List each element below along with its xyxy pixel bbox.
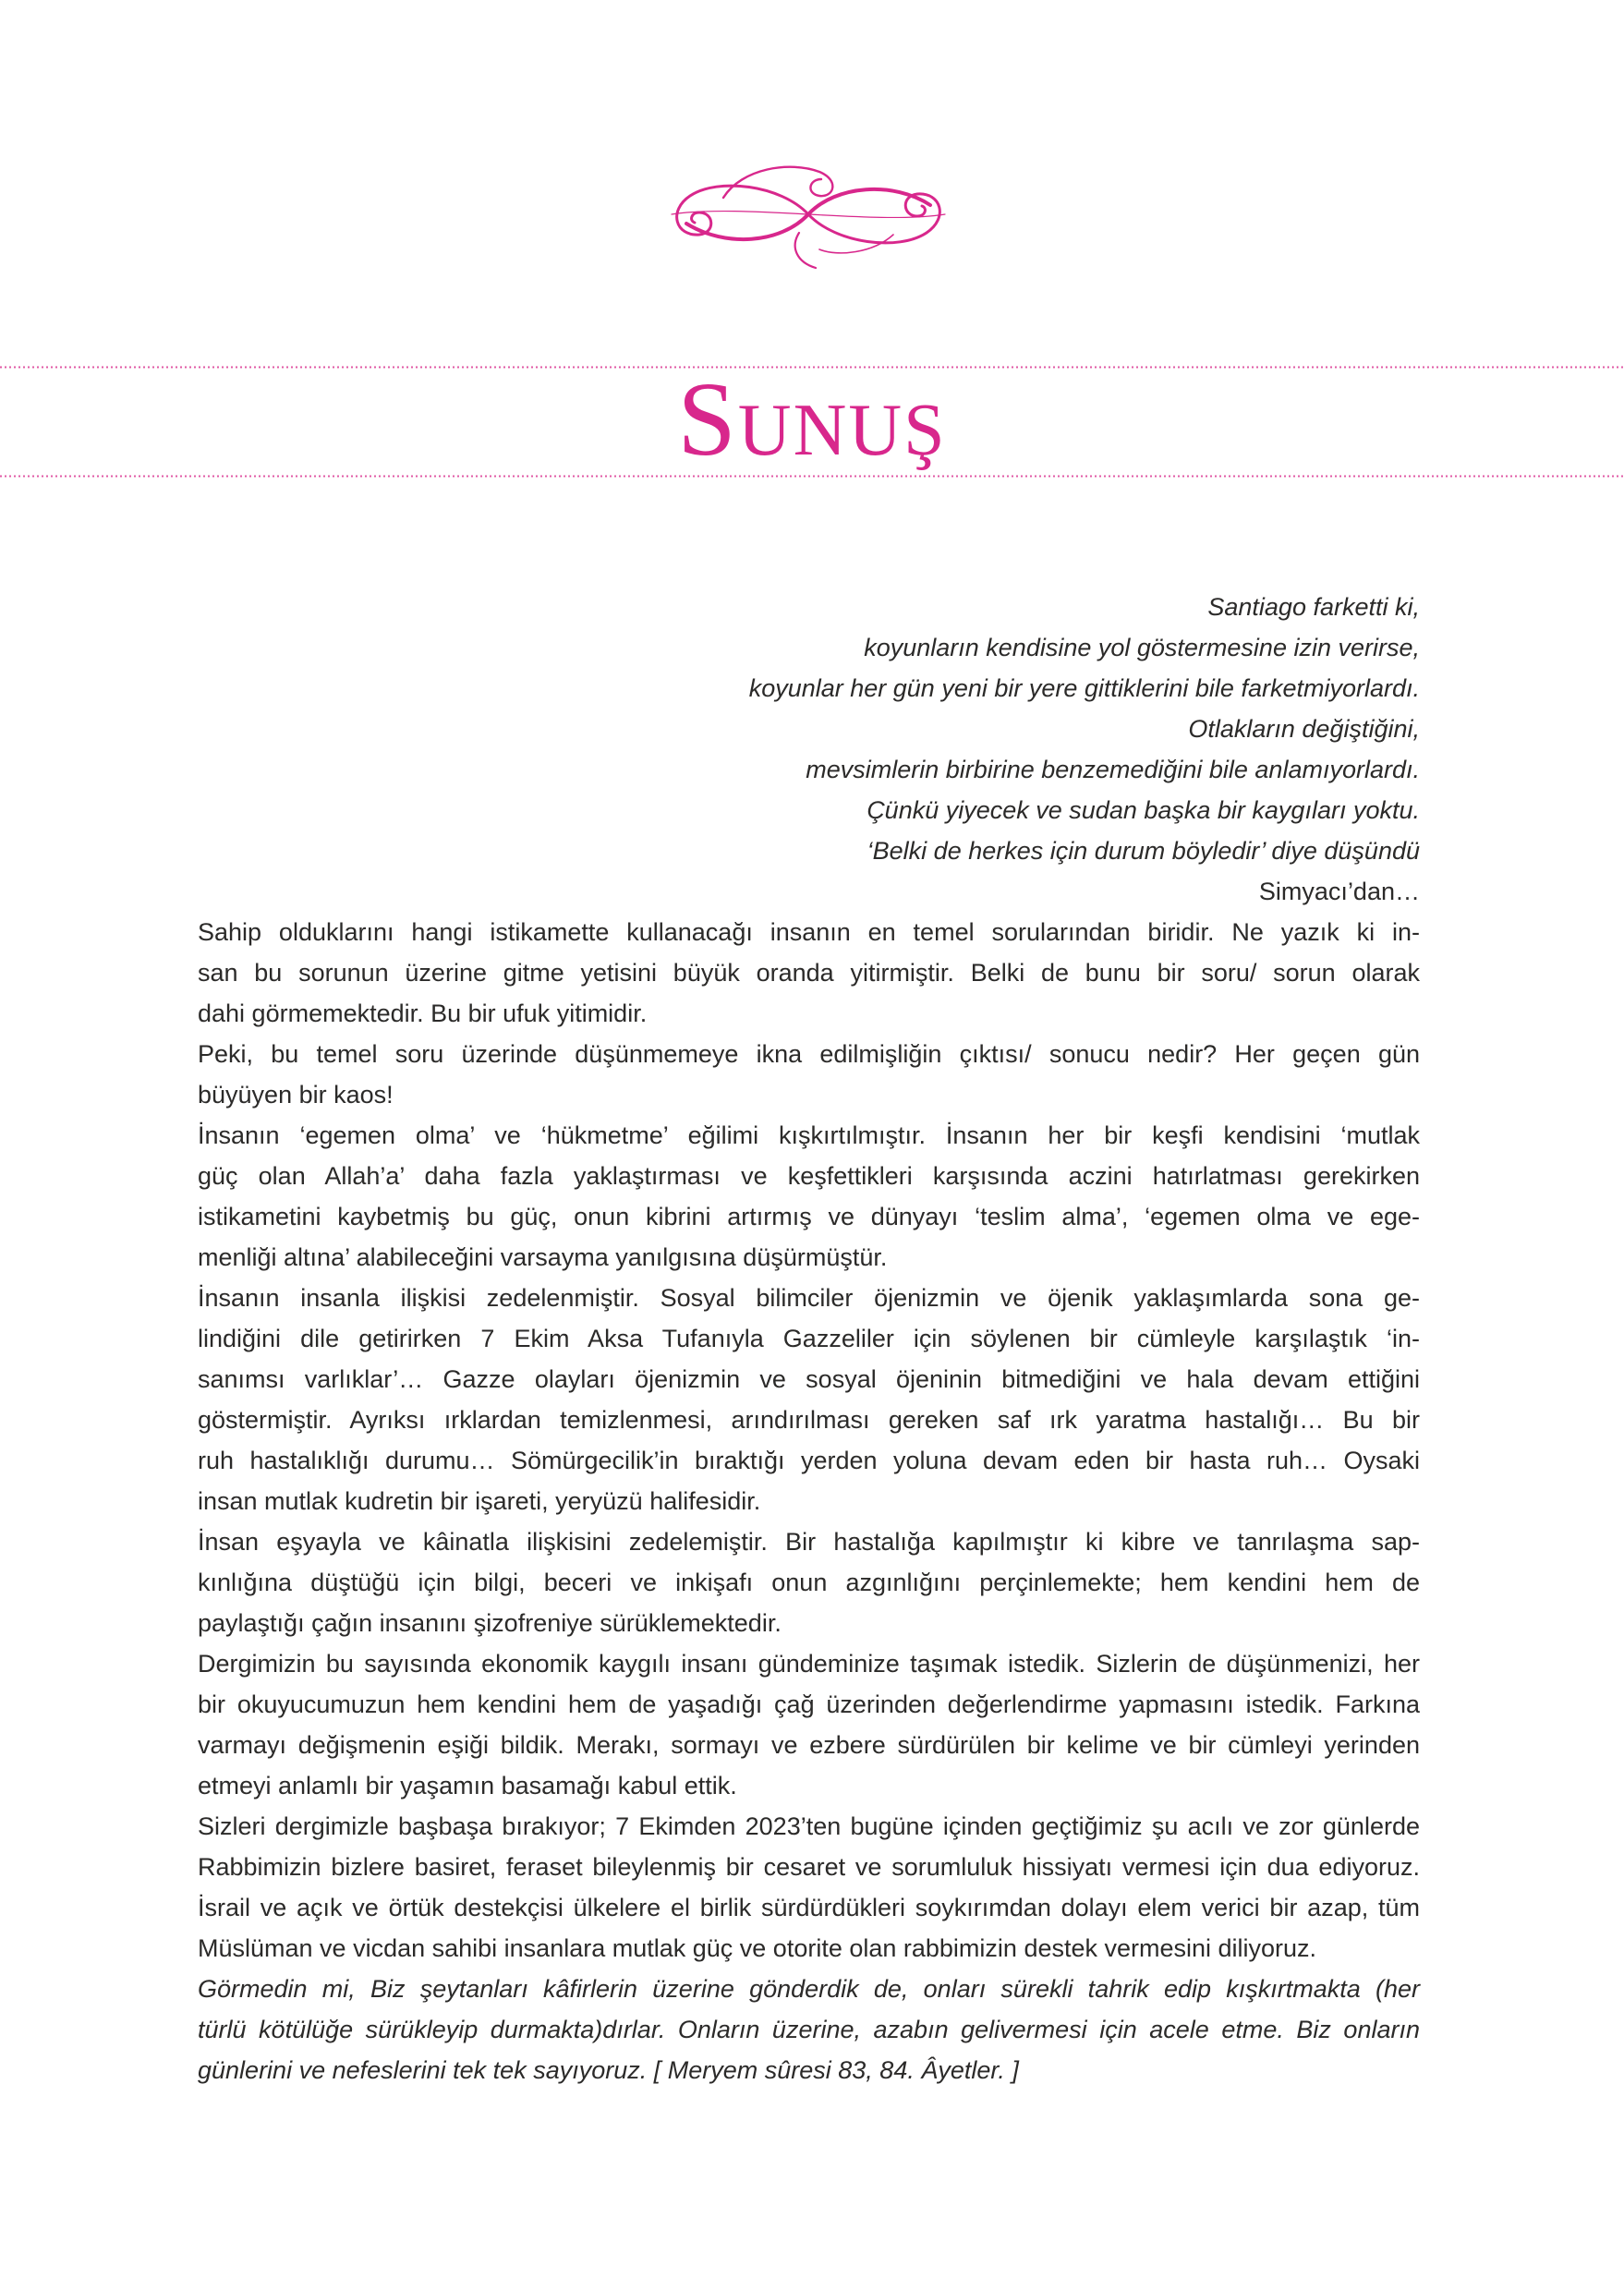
body-line: varmayı değişmenin eşiği bildik. Merakı, sormayı ve ezbere sürdürülen bir kelime ve bir cümleyi yerinden xyxy=(198,1731,1420,1759)
verse-line: günlerini ve nefeslerini tek tek sayıyoruz. [ Meryem sûresi 83, 84. Âyetler. ] xyxy=(198,2056,1019,2084)
body-line: Rabbimizin bizlere basiret, feraset bileylenmiş bir cesaret ve sorumluluk hissiyatı vermesi için dua ediyoruz. xyxy=(198,1853,1420,1881)
body-line: Peki, bu temel soru üzerinde düşünmemeye ikna edilmişliğin çıktısı/ sonucu nedir? Her geçen gün xyxy=(198,1040,1420,1068)
body-line: İnsanın insanla ilişkisi zedelenmiştir. Sosyal bilimciler öjenizmin ve öjenik yaklaşımlarda sona ge- xyxy=(198,1284,1420,1312)
article-content xyxy=(198,587,1420,2090)
body-line: İnsan eşyayla ve kâinatla ilişkisini zedelemiştir. Bir hastalığa kapılmıştır ki kibre ve tanrılaşma sap- xyxy=(198,1528,1420,1556)
flourish-stroke xyxy=(795,233,816,268)
verse-line: türlü kötülüğe sürükleyip durmakta)dırlar. Onların üzerine, azabın gelivermesi için acele etme. Biz onların xyxy=(198,2016,1420,2043)
body-line: bir okuyucumuzun hem kendini hem de yaşadığı çağ üzerinden değerlendirme yapmasını istedik. Farkına xyxy=(198,1690,1420,1718)
paragraph xyxy=(198,1806,1420,1969)
epigraph-line: Santiago farketti ki, xyxy=(1207,593,1420,621)
quran-verse-quote xyxy=(198,1969,1420,2090)
paragraph xyxy=(198,912,1420,1034)
body-line: istikametini kaybetmiş bu güç, onun kibrini artırmış ve dünyayı ‘teslim alma’, ‘egemen olma ve ege- xyxy=(198,1203,1420,1230)
body-line: ruh hastalıklığı durumu… Sömürgecilik’in bıraktığı yerden yoluna devam eden bir hasta ruh… Oysaki xyxy=(198,1447,1420,1474)
body-line: insan mutlak kudretin bir işareti, yeryüzü halifesidir. xyxy=(198,1487,761,1515)
body-line: paylaştığı çağın insanını şizofreniye sürüklemektedir. xyxy=(198,1609,782,1637)
dotted-rule-bottom xyxy=(0,475,1624,478)
epigraph-attribution: Simyacı’dan… xyxy=(1258,878,1420,905)
paragraph xyxy=(198,1521,1420,1643)
body-line: Sahip olduklarını hangi istikamette kullanacağı insanın en temel sorularından biridir. Ne yazık ki in- xyxy=(198,918,1420,946)
epigraph-line: koyunların kendisine yol göstermesine izin verirse, xyxy=(864,634,1420,661)
body-line: İsrail ve açık ve örtük destekçisi ülkelere el birlik sürdürdükleri soykırımdan dolayı elem verici bir azap, tüm xyxy=(198,1894,1420,1921)
epigraph-line: koyunlar her gün yeni bir yere gittiklerini bile farketmiyorlardı. xyxy=(748,674,1420,702)
body-line: büyüyen bir kaos! xyxy=(198,1081,394,1109)
body-line: sanımsı varlıklar’… Gazze olayları öjenizmin ve sosyal öjeninin bitmediğini ve hala devam ettiğini xyxy=(198,1365,1420,1393)
body-line: Sizleri dergimizle başbaşa bırakıyor; 7 Ekimden 2023’ten bugüne içinden geçtiğimiz şu acılı ve zor günlerde xyxy=(198,1812,1420,1840)
body-line: etmeyi anlamlı bir yaşamın basamağı kabul ettik. xyxy=(198,1772,737,1799)
body-line: Dergimizin bu sayısında ekonomik kaygılı insanı gündeminize taşımak istedik. Sizlerin de düşünmenizi, her xyxy=(198,1650,1420,1678)
body-line: göstermiştir. Ayrıksı ırklardan temizlenmesi, arındırılması gereken saf ırk yaratma hastalığı… Bu bir xyxy=(198,1406,1420,1434)
epigraph-line: ‘Belki de herkes için durum böyledir’ diye düşündü xyxy=(867,837,1420,865)
verse-line: Görmedin mi, Biz şeytanları kâfirlerin üzerine gönderdik de, onları sürekli tahrik edip kışkırtmakta (her xyxy=(198,1975,1420,2003)
flourish-stroke xyxy=(723,167,832,198)
paragraph xyxy=(198,1115,1420,1278)
body-line: İnsanın ‘egemen olma’ ve ‘hükmetme’ eğilimi kışkırtılmıştır. İnsanın her bir keşfi kendisini ‘mutlak xyxy=(198,1121,1420,1149)
epigraph xyxy=(198,587,1420,912)
body-line: Müslüman ve vicdan sahibi insanlara mutlak güç ve otorite olan rabbimizin destek vermesini diliyoruz. xyxy=(198,1934,1317,1962)
epigraph-line: mevsimlerin birbirine benzemediğini bile anlamıyorlardı. xyxy=(806,756,1420,783)
body-line: dahi görmemektedir. Bu bir ufuk yitimidir. xyxy=(198,1000,648,1027)
paragraph xyxy=(198,1278,1420,1521)
paragraph xyxy=(198,1643,1420,1806)
flourish-ornament-icon xyxy=(651,157,965,272)
paragraph xyxy=(198,1034,1420,1115)
epigraph-line: Çünkü yiyecek ve sudan başka bir kaygıları yoktu. xyxy=(867,796,1420,824)
body-line: menliği altına’ alabileceğini varsayma yanılgısına düşürmüştür. xyxy=(198,1243,888,1271)
body-line: lindiğini dile getirirken 7 Ekim Aksa Tufanıyla Gazzeliler için söylenen bir cümleyle karşılaştık ‘in- xyxy=(198,1325,1420,1352)
epigraph-line: Otlakların değiştiğini, xyxy=(1188,715,1420,743)
page-title: Sunuş xyxy=(677,360,947,478)
body-line: güç olan Allah’a’ daha fazla yaklaştırması ve keşfettikleri karşısında aczini hatırlatması gerekirken xyxy=(198,1162,1420,1190)
body-line: kınlığına düştüğü için bilgi, beceri ve inkişafı onun azgınlığını perçinlemekte; hem kendini hem de xyxy=(198,1569,1420,1596)
body-line: san bu sorunun üzerine gitme yetisini büyük oranda yitirmiştir. Belki de bunu bir soru/ sorun olarak xyxy=(198,959,1420,987)
